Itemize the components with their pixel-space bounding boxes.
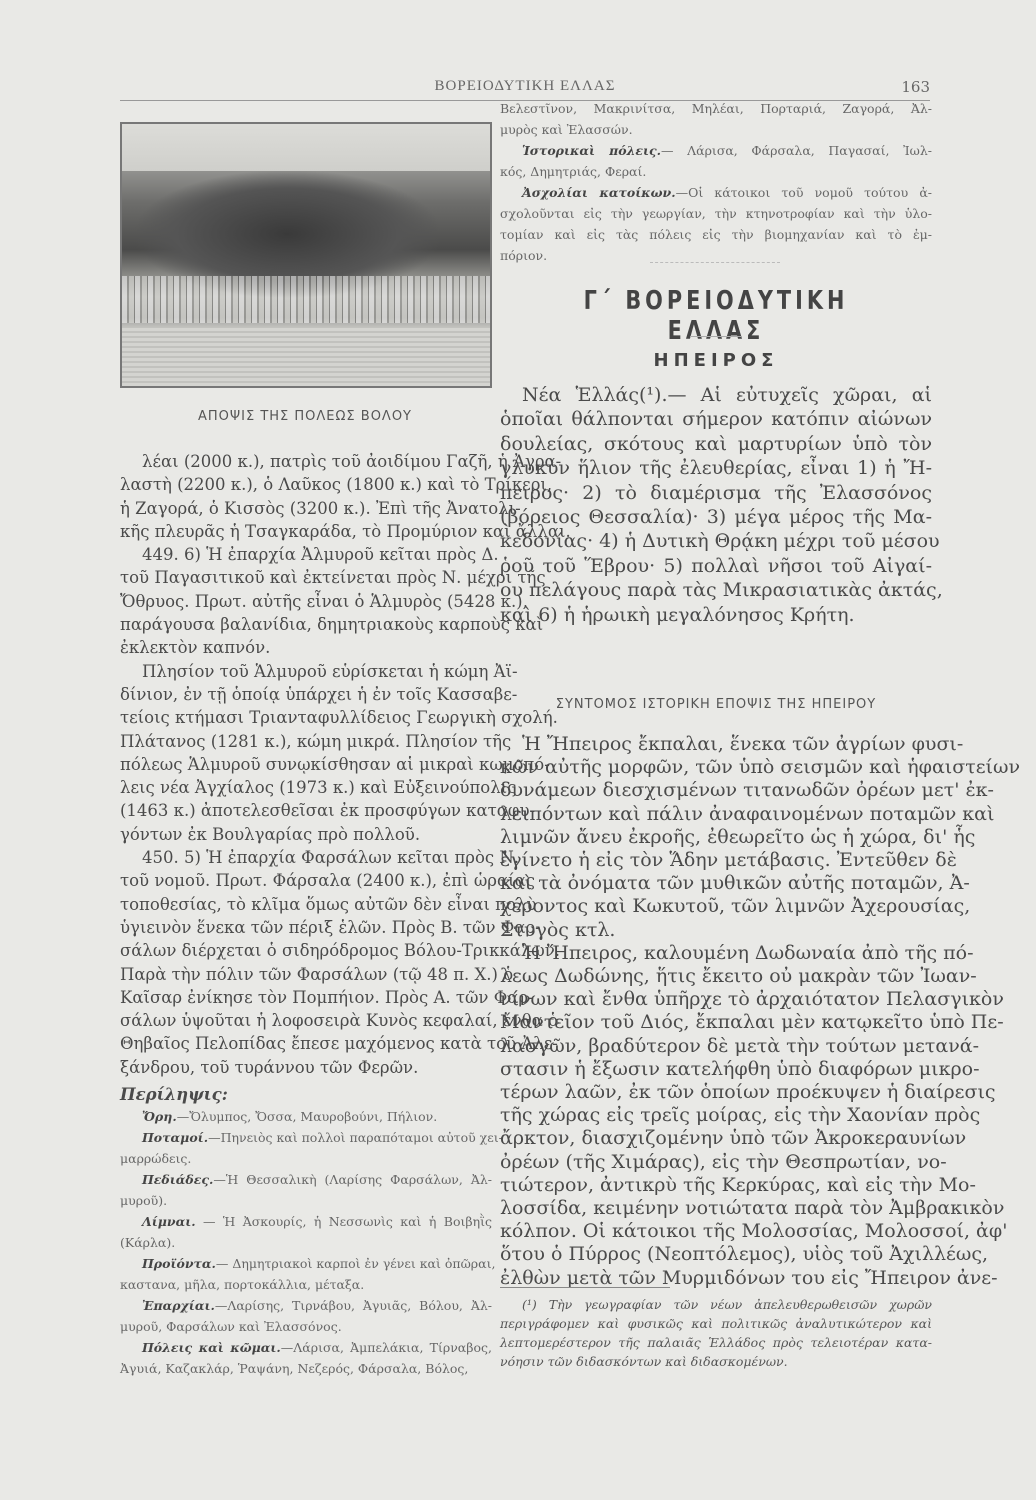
text-line bbox=[120, 1358, 492, 1379]
text-line: Καῖσαρ ἐνίκησε τὸν Πομπήιον. Πρὸς Α. τῶν Φαρ- bbox=[120, 987, 534, 1007]
text-line: λεως Δωδώνης, ἥτις ἔκειτο οὐ μακρὰν τῶν Ἰωαν- bbox=[500, 965, 977, 988]
text-line: (βόρειος Θεσσαλία)· 3) μέγα μέρος τῆς Μα- bbox=[500, 506, 932, 529]
text-line: ὑγιεινὸν ἕνεκα τῶν πέριξ ἑλῶν. Πρὸς Β. τῶν Φαρ- bbox=[120, 917, 541, 937]
text-line: Παρὰ τὴν πόλιν τῶν Φαρσάλων (τῷ 48 π. Χ.) ὁ bbox=[120, 964, 514, 984]
text-line: (1463 κ.) ἀποτελεσθεῖσαι ἐκ προσφύγων καταφυ- bbox=[120, 801, 536, 821]
item-label: Ἀσχολίαι κατοίκων. bbox=[522, 185, 676, 200]
text-line: λεις νέα Ἀγχίαλος (1973 κ.) καὶ Εὐξεινούπολις bbox=[120, 778, 517, 798]
summary-item bbox=[120, 1106, 492, 1127]
summary-item bbox=[500, 182, 932, 266]
text-line bbox=[120, 1148, 492, 1169]
summary-item bbox=[120, 1211, 492, 1253]
text-line: δίνιον, ἐν τῇ ὁποίᾳ ὑπάρχει ἡ ἐν τοῖς Κασσαβε- bbox=[120, 684, 518, 704]
item-text: Ἀγυιά, Καζακλάρ, Ῥαψάνη, Νεζερός, Φάρσαλα, Βόλος, bbox=[120, 1361, 469, 1377]
text-line: τοῦ Παγασιτικοῦ καὶ ἐκτείνεται πρὸς Ν. μέχρι τῆς bbox=[120, 568, 546, 588]
right-body-2 bbox=[500, 733, 1021, 1290]
text-line: κῶν αὐτῆς μορφῶν, τῶν ὑπὸ σεισμῶν καὶ ἡφαιστείων bbox=[500, 756, 1021, 779]
item-text: — Λάρισα, Φάρσαλα, Παγασαί, Ἰωλ- bbox=[660, 143, 932, 158]
text-line bbox=[120, 1274, 492, 1295]
text-line: Πλάτανος (1281 κ.), κώμη μικρά. Πλησίον τῆς bbox=[120, 731, 512, 751]
footnote-line: (¹) Τὴν γεωγραφίαν τῶν νέων ἀπελευθερωθεισῶν χωρῶν bbox=[522, 1297, 932, 1312]
ornament-divider bbox=[650, 262, 780, 263]
paragraph bbox=[120, 543, 546, 659]
text-line: πειρος· 2) τὸ διαμέρισμα τῆς Ἐλασσόνος bbox=[500, 481, 932, 504]
text-line bbox=[120, 1211, 492, 1232]
photo-town bbox=[122, 276, 490, 323]
item-text: καστανα, μῆλα, πορτοκάλλια, μέταξα. bbox=[120, 1277, 365, 1293]
item-text: —Λαρίσης, Τιρνάβου, Ἀγυιᾶς, Βόλου, Ἀλ- bbox=[214, 1298, 492, 1314]
footnote bbox=[500, 1295, 932, 1371]
text-line bbox=[120, 1232, 492, 1253]
footnote-line: νόησιν τῶν διδασκόντων καὶ διδασκομένων. bbox=[500, 1354, 788, 1369]
text-line bbox=[500, 203, 932, 224]
item-text: —Οἱ κάτοικοι τοῦ νομοῦ τούτου ἀ- bbox=[675, 185, 932, 200]
text-line bbox=[500, 161, 932, 182]
text-line: τέρων λαῶν, ἐκ τῶν ὁποίων προέκυψεν ἡ διαίρεσις bbox=[500, 1081, 996, 1104]
right-body-1 bbox=[500, 383, 943, 627]
text-line: Θηβαῖος Πελοπίδας ἔπεσε μαχόμενος κατὰ τοῦ Ἀλε- bbox=[120, 1034, 558, 1054]
summary-item bbox=[500, 140, 932, 182]
running-title: ΒΟΡΕΙΟΔΥΤΙΚΗ ΕΛΛΑΣ bbox=[434, 78, 616, 94]
text-line: ὀρέων (τῆς Χιμάρας), εἰς τὴν Θεσπρωτίαν, νο- bbox=[500, 1150, 947, 1173]
text-line: παράγουσα βαλανίδια, δημητριακοὺς καρποὺς καὶ bbox=[120, 615, 544, 635]
summary-item bbox=[120, 1337, 492, 1379]
text-line: λιμνῶν ἄνευ ἐκροῆς, ἐθεωρεῖτο ὡς ἡ χώρα, δι' ἧς bbox=[500, 825, 976, 848]
item-text: μυροῦ, Φαρσάλων καὶ Ἐλασσόνος. bbox=[120, 1319, 342, 1335]
text-line: χέροντος καὶ Κωκυτοῦ, τῶν λιμνῶν Ἀχερουσίας, bbox=[500, 895, 971, 918]
summary-item bbox=[500, 98, 932, 140]
text-line: Μαντεῖον τοῦ Διός, ἔκπαλαι μὲν κατῳκεῖτο ὑπὸ Πε- bbox=[500, 1011, 1004, 1034]
text-line bbox=[500, 119, 932, 140]
text-line: ῥοῦ τοῦ Ἕβρου· 5) πολλαὶ νῆσοι τοῦ Αἰγαί- bbox=[500, 554, 932, 577]
text-line bbox=[120, 1190, 492, 1211]
text-line: ἄρκτον, διασχιζομένην ὑπὸ τῶν Ἀκροκεραυνίων bbox=[500, 1127, 967, 1150]
text-line: κεδονίας· 4) ἡ Δυτικὴ Θρᾴκη μέχρι τοῦ μέσου bbox=[500, 530, 940, 553]
text-line: δυνάμεων διεσχισμένων τιτανωδῶν ὀρέων μετ' ἐκ- bbox=[500, 779, 994, 802]
photo-water bbox=[122, 328, 490, 386]
item-label: Ὄρη. bbox=[142, 1109, 177, 1125]
text-line: καὶ 6) ἡ ἡρωικὴ μεγαλόνησος Κρήτη. bbox=[500, 603, 855, 626]
item-label: Προϊόντα. bbox=[142, 1256, 216, 1272]
item-label: Ἱστορικαὶ πόλεις. bbox=[522, 143, 661, 158]
item-text: μυρὸς καὶ Ἐλασσών. bbox=[500, 122, 633, 137]
text-line: τῆς χώρας εἰς τρεῖς μοίρας, εἰς τὴν Χαονίαν πρὸς bbox=[500, 1104, 981, 1127]
text-line: λέαι (2000 κ.), πατρὶς τοῦ ἀοιδίμου Γαζῆ, ἡ Ἀγρα- bbox=[142, 452, 562, 471]
text-line: ἐκλεκτὸν καπνόν. bbox=[120, 638, 271, 658]
text-line bbox=[120, 1295, 492, 1316]
page-number: 163 bbox=[901, 78, 930, 96]
text-line: σάλων διέρχεται ὁ σιδηρόδρομος Βόλου-Τρικκάλων. bbox=[120, 941, 561, 961]
text-line: νίνων καὶ ἔνθα ὑπῆρχε τὸ ἀρχαιότατον Πελασγικὸν bbox=[500, 988, 1004, 1011]
item-label: Λίμναι. bbox=[142, 1214, 196, 1230]
text-line bbox=[120, 1106, 492, 1127]
paragraph bbox=[120, 660, 558, 846]
text-line: ἡ Ζαγορά, ὁ Κισσὸς (3200 κ.). Ἐπὶ τῆς Ἀνατολι- bbox=[120, 498, 521, 518]
text-line: στασιν ἡ ἔξωσιν κατελήφθη ὑπὸ διαφόρων μικρο- bbox=[500, 1057, 980, 1080]
figure-caption: ΑΠΟΨΙΣ ΤΗΣ ΠΟΛΕΩΣ ΒΟΛΟΥ bbox=[198, 409, 412, 424]
text-line: κόλπον. Οἱ κάτοικοι τῆς Μολοσσίας, Μολοσσοί, ἀφ' bbox=[500, 1220, 1008, 1243]
text-line bbox=[120, 1253, 496, 1274]
paragraph bbox=[500, 383, 943, 627]
text-line: Πλησίον τοῦ Ἁλμυροῦ εὑρίσκεται ἡ κώμη Ἀϊ- bbox=[142, 661, 518, 681]
item-text: —Ἡ Θεσσαλικὴ (Λαρίσης Φαρσάλων, Ἀλ- bbox=[213, 1172, 492, 1188]
item-text: πόριον. bbox=[500, 248, 548, 263]
item-text: κός, Δημητριάς, Φεραί. bbox=[500, 164, 647, 179]
text-line: ξάνδρου, τοῦ τυράννου τῶν Φερῶν. bbox=[120, 1057, 419, 1077]
item-text: (Κάρλα). bbox=[120, 1235, 176, 1251]
text-line bbox=[120, 1316, 492, 1337]
text-line: τοῦ νομοῦ. Πρωτ. Φάρσαλα (2400 κ.), ἐπὶ ὡραίας bbox=[120, 871, 535, 891]
text-line: ἐλθὼν μετὰ τῶν Μυρμιδόνων του εἰς Ἤπειρον ἀνε- bbox=[500, 1266, 998, 1289]
item-text: σχολοῦνται εἰς τὴν γεωργίαν, τὴν κτηνοτροφίαν καὶ τὴν ὑλο- bbox=[500, 206, 932, 221]
text-line: τιώτερον, ἀντικρὺ τῆς Κερκύρας, καὶ εἰς τὴν Μο- bbox=[500, 1173, 976, 1196]
text-line: πόλεως Ἁλμυροῦ συνῳκίσθησαν αἱ μικραὶ κωμοπό- bbox=[120, 754, 550, 774]
text-line: Στυγὸς κτλ. bbox=[500, 918, 616, 941]
item-text: —Ὄλυμπος, Ὄσσα, Μαυροβούνι, Πήλιον. bbox=[176, 1109, 438, 1125]
text-line bbox=[120, 1169, 492, 1190]
right-top-summary bbox=[500, 98, 932, 266]
item-text: μαρρώδεις. bbox=[120, 1151, 192, 1167]
text-line: λειπόντων καὶ πάλιν ἀναφαινομένων ποταμῶν καὶ bbox=[500, 802, 995, 825]
text-line bbox=[500, 98, 932, 119]
paragraph bbox=[120, 450, 571, 543]
text-line: λαστὴ (2200 κ.), ὁ Λαῦκος (1800 κ.) καὶ τὸ Τρίκερι, bbox=[120, 475, 553, 495]
section-subtitle: ΗΠΕΙΡΟΣ bbox=[653, 350, 779, 371]
item-text: — Ἡ Ἀσκουρίς, ἡ Νεσσωνὶς καὶ ἡ Βοιβηῒς bbox=[195, 1214, 492, 1230]
summary-title: Περίληψις: bbox=[120, 1085, 228, 1105]
text-line: 449. 6) Ἡ ἐπαρχία Ἀλμυροῦ κεῖται πρὸς Δ. bbox=[142, 545, 499, 565]
item-text: — Δημητριακοὶ καρποὶ ἐν γένει καὶ ὀπῶραι, bbox=[215, 1256, 496, 1272]
item-label: Ἐπαρχίαι. bbox=[142, 1298, 215, 1314]
text-line bbox=[120, 1127, 503, 1148]
paragraph bbox=[500, 941, 1008, 1290]
footnote-rule bbox=[500, 1287, 670, 1288]
footnote-line: περιγράφομεν καὶ φυσικῶς καὶ πολιτικῶς ἀναλυτικώτερον καὶ bbox=[500, 1316, 932, 1331]
text-line: καὶ τὰ ὀνόματα τῶν μυθικῶν αὐτῆς ποταμῶν, Ἀ- bbox=[500, 872, 970, 895]
text-line: γόντων ἐκ Βουλγαρίας πρὸ πολλοῦ. bbox=[120, 824, 421, 844]
summary-list bbox=[120, 1106, 503, 1379]
text-line bbox=[500, 140, 932, 161]
item-text: τομίαν καὶ εἰς τὰς πόλεις εἰς τὴν βιομηχανίαν καὶ τὸ ἐμ- bbox=[500, 227, 932, 242]
summary-item bbox=[120, 1169, 492, 1211]
item-label: Ποταμοί. bbox=[142, 1130, 209, 1146]
text-line bbox=[500, 182, 932, 203]
text-line: ὁποῖαι θάλπονται σήμερον κατόπιν αἰώνων bbox=[500, 408, 932, 431]
summary-item bbox=[120, 1295, 492, 1337]
summary-item bbox=[120, 1253, 496, 1295]
text-line: Νέα Ἑλλάς(¹).— Αἱ εὐτυχεῖς χῶραι, αἱ bbox=[522, 384, 932, 406]
text-line: ου πελάγους παρὰ τὰς Μικρασιατικὰς ἀκτάς, bbox=[500, 579, 943, 602]
text-line bbox=[120, 1337, 492, 1358]
item-label: Πόλεις καὶ κῶμαι. bbox=[142, 1340, 281, 1356]
summary-item bbox=[120, 1127, 503, 1169]
text-line: Ὄθρυος. Πρωτ. αὐτῆς εἶναι ὁ Ἁλμυρὸς (5428 κ.), bbox=[120, 591, 528, 611]
text-line: κῆς πλευρᾶς ἡ Τσαγκαράδα, τὸ Προμύριον καὶ ἄλλαι. bbox=[120, 521, 571, 541]
photo-volos-view bbox=[120, 122, 492, 388]
item-text: Βελεστῖνον, Μακρινίτσα, Μηλέαι, Πορταριά, Ζαγορά, Ἀλ- bbox=[500, 101, 932, 116]
text-line: σάλων ὑψοῦται ἡ λοφοσειρὰ Κυνὸς κεφαλαί, ἔνθα ὁ bbox=[120, 1011, 558, 1031]
footnote-line: λεπτομερέστερον τῆς παλαιᾶς Ἑλλάδος πρὸς τελειοτέραν κατα- bbox=[500, 1335, 932, 1350]
text-line: Ἡ Ἤπειρος, καλουμένη Δωδωναία ἀπὸ τῆς πό- bbox=[522, 941, 974, 964]
text-line: ὅτου ὁ Πύρρος (Νεοπτόλεμος), υἱὸς τοῦ Ἀχιλλέως, bbox=[500, 1243, 989, 1266]
text-line: λασγῶν, βραδύτερον δὲ μετὰ τὴν τούτων μετανά- bbox=[500, 1034, 980, 1057]
text-line: λοσσίδα, κειμένην νοτιώτατα παρὰ τὸν Ἀμβρακικὸν bbox=[500, 1197, 1005, 1220]
item-label: Πεδιάδες. bbox=[142, 1172, 214, 1188]
item-text: —Πηνειὸς καὶ πολλοὶ παραπόταμοι αὐτοῦ χει- bbox=[208, 1130, 503, 1146]
text-line: 450. 5) Ἡ ἐπαρχία Φαρσάλων κεῖται πρὸς Ν. bbox=[142, 848, 520, 868]
history-heading: ΣΥΝΤΟΜΟΣ ΙΣΤΟΡΙΚΗ ΕΠΟΨΙΣ ΤΗΣ ΗΠΕΙΡΟΥ bbox=[555, 697, 877, 712]
item-text: μυροῦ). bbox=[120, 1193, 168, 1209]
paragraph bbox=[500, 733, 1021, 942]
text-line: δουλείας, σκότους καὶ μαρτυρίων ὑπὸ τὸν bbox=[500, 432, 932, 455]
text-line bbox=[500, 224, 932, 245]
item-text: —Λάρισα, Ἀμπελάκια, Τίρναβος, bbox=[280, 1340, 492, 1356]
text-line: γλυκὺν ἥλιον τῆς ἐλευθερίας, εἶναι 1) ἡ Ἤ- bbox=[500, 457, 932, 480]
text-line: τείοις κτήμασι Τριανταφυλλίδειος Γεωργικὴ σχολή. bbox=[120, 708, 558, 728]
text-line: Ἡ Ἤπειρος ἔκπαλαι, ἕνεκα τῶν ἀγρίων φυσι- bbox=[522, 733, 964, 755]
section-title: Γ΄ ΒΟΡΕΙΟΔΥΤΙΚΗ ΕΛΛΑΣ bbox=[583, 286, 849, 346]
title-rule bbox=[690, 336, 742, 337]
text-line: ἐγίνετο ἡ εἰς τὸν Ἅδην μετάβασις. Ἐντεῦθεν δὲ bbox=[500, 849, 957, 872]
text-line: τοποθεσίας, τὸ κλῖμα ὅμως αὐτῶν δὲν εἶναι πολὺ bbox=[120, 894, 537, 914]
